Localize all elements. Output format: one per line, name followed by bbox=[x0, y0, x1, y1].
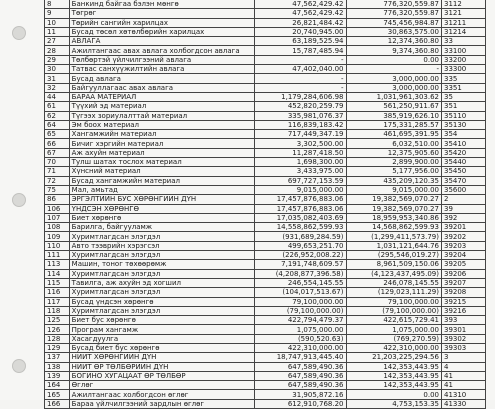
row-number: 110 bbox=[45, 241, 70, 250]
binder-hole-icon bbox=[12, 26, 26, 40]
row-account-name: Тавилга, аж ахуйн эд хогшил bbox=[69, 278, 255, 287]
row-number: 65 bbox=[45, 130, 70, 139]
row-amount-begin: 697,727,153.59 bbox=[255, 176, 346, 185]
row-amount-begin: 17,457,876,883.06 bbox=[255, 204, 346, 213]
row-amount-begin: 422,310,000.00 bbox=[255, 343, 346, 352]
row-amount-end: 18,959,953,340.86 bbox=[346, 213, 441, 222]
row-number: 27 bbox=[45, 37, 70, 46]
row-amount-begin: 246,554,145.55 bbox=[255, 278, 346, 287]
row-amount-end: 142,353,443.95 bbox=[346, 362, 441, 371]
row-number: 114 bbox=[45, 269, 70, 278]
row-amount-begin: 717,449,347.19 bbox=[255, 130, 346, 139]
table-row bbox=[45, 399, 486, 408]
row-account-name: БАРАА МАТЕРИАЛ bbox=[69, 92, 255, 101]
row-account-name: Програм хангамж bbox=[69, 325, 255, 334]
row-amount-end: 1,031,121,644.76 bbox=[346, 241, 441, 250]
table-row bbox=[45, 55, 486, 64]
row-number: 31 bbox=[45, 74, 70, 83]
row-account-code: 35 bbox=[441, 92, 485, 101]
row-account-name: Байгууллагаас авах авлага bbox=[69, 83, 255, 92]
table-row bbox=[45, 46, 486, 55]
row-account-name: Ажилтангаас холбогдсон өглөг bbox=[69, 390, 255, 399]
row-amount-begin: (226,952,008.22) bbox=[255, 251, 346, 260]
row-account-name: Барилга, байгууламж bbox=[69, 223, 255, 232]
row-account-name: Ажилтангаас авах авлага холбогдсон авлага bbox=[69, 46, 255, 55]
row-amount-begin: 47,562,429.42 bbox=[255, 0, 346, 9]
row-amount-end: 435,209,120.35 bbox=[346, 176, 441, 185]
row-number: 66 bbox=[45, 139, 70, 148]
row-account-name: Бусад хангамжийн материал bbox=[69, 176, 255, 185]
row-account-code: 35470 bbox=[441, 176, 485, 185]
row-number: 113 bbox=[45, 260, 70, 269]
row-account-code: 31211 bbox=[441, 18, 485, 27]
row-amount-begin: - bbox=[255, 55, 346, 64]
row-number: 106 bbox=[45, 204, 70, 213]
binder-hole-icon bbox=[12, 359, 26, 373]
table-row bbox=[45, 390, 486, 399]
row-account-code: 351 bbox=[441, 102, 485, 111]
row-account-code: 41330 bbox=[441, 399, 485, 408]
row-amount-end: 142,353,443.95 bbox=[346, 381, 441, 390]
row-account-code: 39201 bbox=[441, 223, 485, 232]
row-account-code: 33200 bbox=[441, 55, 485, 64]
row-amount-end: 246,078,145.55 bbox=[346, 278, 441, 287]
row-amount-begin: 452,820,259.79 bbox=[255, 102, 346, 111]
row-number: 118 bbox=[45, 306, 70, 315]
row-account-code: 35600 bbox=[441, 185, 485, 194]
balance-sheet-table bbox=[44, 0, 486, 409]
row-amount-begin: 11,287,418.50 bbox=[255, 148, 346, 157]
table-row bbox=[45, 381, 486, 390]
table-row bbox=[45, 334, 486, 343]
row-account-name: Төрийн сангийн харилцах bbox=[69, 18, 255, 27]
row-account-name: Түүхий эд материал bbox=[69, 102, 255, 111]
row-account-name: Биет бус хөрөнгө bbox=[69, 316, 255, 325]
row-amount-begin: 499,653,251.70 bbox=[255, 241, 346, 250]
row-amount-end: 19,382,569,070.27 bbox=[346, 195, 441, 204]
row-account-name: Мал, амьтад bbox=[69, 185, 255, 194]
row-account-code: 39208 bbox=[441, 288, 485, 297]
table-row bbox=[45, 297, 486, 306]
row-amount-begin: 647,589,490.36 bbox=[255, 371, 346, 380]
row-account-code: 39207 bbox=[441, 278, 485, 287]
table-row bbox=[45, 232, 486, 241]
row-amount-begin: 47,562,429.42 bbox=[255, 9, 346, 18]
row-account-code: 39215 bbox=[441, 297, 485, 306]
table-row bbox=[45, 0, 486, 9]
row-number: 165 bbox=[45, 390, 70, 399]
row-account-code: 41310 bbox=[441, 390, 485, 399]
table-row bbox=[45, 223, 486, 232]
row-account-code: 35110 bbox=[441, 111, 485, 120]
row-amount-end: 0.00 bbox=[346, 390, 441, 399]
row-amount-end: 30,863,575.00 bbox=[346, 27, 441, 36]
table-row bbox=[45, 371, 486, 380]
row-amount-begin: 18,747,913,445.40 bbox=[255, 353, 346, 362]
row-amount-begin: 116,839,183.42 bbox=[255, 120, 346, 129]
row-amount-end: 21,203,225,294.56 bbox=[346, 353, 441, 362]
row-amount-end: 8,961,509,150.06 bbox=[346, 260, 441, 269]
row-amount-begin: 1,075,000.00 bbox=[255, 325, 346, 334]
row-number: 28 bbox=[45, 46, 70, 55]
row-amount-begin: - bbox=[255, 74, 346, 83]
row-amount-end: (4,123,437,495.09) bbox=[346, 269, 441, 278]
row-amount-begin: 422,794,479.37 bbox=[255, 316, 346, 325]
row-account-name: Хуримтлагдсан элэгдэл bbox=[69, 269, 255, 278]
row-account-name: ҮНДСЭН ХӨРӨНГӨ bbox=[69, 204, 255, 213]
row-amount-end: 175,331,285.57 bbox=[346, 120, 441, 129]
row-amount-begin: (4,208,877,396.58) bbox=[255, 269, 346, 278]
row-account-name: Бусад төсөл хөтөлбөрийн харилцах bbox=[69, 27, 255, 36]
row-account-name: Хуримтлагдсан элэгдэл bbox=[69, 288, 255, 297]
row-account-name: АВЛАГА bbox=[69, 37, 255, 46]
row-number: 30 bbox=[45, 65, 70, 74]
table-row bbox=[45, 325, 486, 334]
row-number: 32 bbox=[45, 83, 70, 92]
row-number: 11 bbox=[45, 27, 70, 36]
row-account-name: Бусад биет бус хөрөнгө bbox=[69, 343, 255, 352]
row-account-code: 39202 bbox=[441, 232, 485, 241]
row-amount-end: 385,919,626.10 bbox=[346, 111, 441, 120]
row-amount-begin: 1,179,284,606.98 bbox=[255, 92, 346, 101]
row-number: 67 bbox=[45, 148, 70, 157]
row-account-code: 2 bbox=[441, 195, 485, 204]
row-amount-end: 422,615,729.41 bbox=[346, 316, 441, 325]
row-amount-begin: 3,433,975.00 bbox=[255, 167, 346, 176]
row-amount-end: 776,320,559.87 bbox=[346, 9, 441, 18]
row-number: 70 bbox=[45, 158, 70, 167]
row-amount-end: 2,899,900.00 bbox=[346, 158, 441, 167]
row-number: 107 bbox=[45, 213, 70, 222]
row-amount-end: 14,568,862,599.93 bbox=[346, 223, 441, 232]
table-row bbox=[45, 185, 486, 194]
row-amount-begin: 9,015,000.00 bbox=[255, 185, 346, 194]
row-amount-end: 9,374,360.80 bbox=[346, 46, 441, 55]
table-row bbox=[45, 65, 486, 74]
row-amount-begin: (590,520.63) bbox=[255, 334, 346, 343]
row-amount-end: (79,100,000.00) bbox=[346, 306, 441, 315]
row-account-code: 35410 bbox=[441, 139, 485, 148]
row-amount-end: 12,374,360.80 bbox=[346, 37, 441, 46]
row-amount-end: 1,031,961,303.62 bbox=[346, 92, 441, 101]
row-amount-end: 5,177,956.00 bbox=[346, 167, 441, 176]
row-account-code: 393 bbox=[441, 316, 485, 325]
row-amount-end: 142,353,443.95 bbox=[346, 371, 441, 380]
row-amount-end: 745,456,984.87 bbox=[346, 18, 441, 27]
row-account-code: 39205 bbox=[441, 260, 485, 269]
row-account-name: Тулш шатах тослох материал bbox=[69, 158, 255, 167]
table-row bbox=[45, 269, 486, 278]
table-row bbox=[45, 176, 486, 185]
row-amount-begin: 647,589,490.36 bbox=[255, 362, 346, 371]
table-row bbox=[45, 139, 486, 148]
row-number: 44 bbox=[45, 92, 70, 101]
row-account-code: 39206 bbox=[441, 269, 485, 278]
table-row bbox=[45, 251, 486, 260]
row-account-code: 39302 bbox=[441, 334, 485, 343]
row-amount-end: 422,310,000.00 bbox=[346, 343, 441, 352]
row-number: 109 bbox=[45, 232, 70, 241]
row-account-name: НИЙТ ХӨРӨНГИЙН ДҮН bbox=[69, 353, 255, 362]
row-amount-end: (1,299,411,573.79) bbox=[346, 232, 441, 241]
table-row bbox=[45, 288, 486, 297]
row-account-code: 35420 bbox=[441, 148, 485, 157]
row-account-code: 39216 bbox=[441, 306, 485, 315]
table-row bbox=[45, 167, 486, 176]
row-account-name: Машин, тоног төхөөрөмж bbox=[69, 260, 255, 269]
row-amount-begin: (104,017,513.67) bbox=[255, 288, 346, 297]
row-amount-end: 561,250,911.67 bbox=[346, 102, 441, 111]
table-row bbox=[45, 158, 486, 167]
table-row bbox=[45, 37, 486, 46]
row-number: 137 bbox=[45, 353, 70, 362]
row-account-code: 35130 bbox=[441, 120, 485, 129]
row-number: 116 bbox=[45, 288, 70, 297]
row-account-name: Хүнсний материал bbox=[69, 167, 255, 176]
row-amount-begin: 14,558,862,599.93 bbox=[255, 223, 346, 232]
row-account-code: 354 bbox=[441, 130, 485, 139]
row-account-code: 35440 bbox=[441, 158, 485, 167]
row-number: 72 bbox=[45, 176, 70, 185]
row-amount-begin: 7,191,748,609.57 bbox=[255, 260, 346, 269]
row-amount-begin: (931,689,284.59) bbox=[255, 232, 346, 241]
row-amount-end: 1,075,000.00 bbox=[346, 325, 441, 334]
row-number: 117 bbox=[45, 297, 70, 306]
row-number: 166 bbox=[45, 399, 70, 408]
row-account-name: Банкинд байгаа бэлэн мөнгө bbox=[69, 0, 255, 9]
row-number: 29 bbox=[45, 55, 70, 64]
row-number: 129 bbox=[45, 343, 70, 352]
row-amount-end: 6,032,510.00 bbox=[346, 139, 441, 148]
table-row bbox=[45, 83, 486, 92]
row-amount-begin: 47,402,040.00 bbox=[255, 65, 346, 74]
row-amount-begin: 612,910,768.20 bbox=[255, 399, 346, 408]
row-account-code: 41 bbox=[441, 381, 485, 390]
row-account-name: НИЙТ ӨР ТӨЛБӨРИЙН ДҮН bbox=[69, 362, 255, 371]
row-amount-begin: 63,189,525.94 bbox=[255, 37, 346, 46]
row-account-name: Татвас санхүүжилтийн авлага bbox=[69, 65, 255, 74]
table-row bbox=[45, 9, 486, 18]
row-account-code: 31214 bbox=[441, 27, 485, 36]
row-amount-begin: - bbox=[255, 83, 346, 92]
row-number: 9 bbox=[45, 9, 70, 18]
row-account-code: 3112 bbox=[441, 0, 485, 9]
row-account-code: 39204 bbox=[441, 251, 485, 260]
row-amount-begin: 647,589,490.36 bbox=[255, 381, 346, 390]
row-number: 138 bbox=[45, 362, 70, 371]
row-account-name: Бичиг хэргийн материал bbox=[69, 139, 255, 148]
row-account-code: 3 bbox=[441, 353, 485, 362]
row-account-code: 35450 bbox=[441, 167, 485, 176]
row-number: 86 bbox=[45, 195, 70, 204]
row-account-code: 335 bbox=[441, 74, 485, 83]
row-account-name: Бараа үйлчилгээний зардлын өглөг bbox=[69, 399, 255, 408]
row-account-name: Түгээх зориулалттай материал bbox=[69, 111, 255, 120]
row-amount-end: 4,753,153.35 bbox=[346, 399, 441, 408]
row-account-code: 3351 bbox=[441, 83, 485, 92]
table-row bbox=[45, 278, 486, 287]
row-amount-end: 9,015,000.00 bbox=[346, 185, 441, 194]
row-account-name: Өглөг bbox=[69, 381, 255, 390]
row-account-name: Бусад үндсэн хөрөнгө bbox=[69, 297, 255, 306]
table-row bbox=[45, 204, 486, 213]
table-row bbox=[45, 102, 486, 111]
row-amount-begin: 26,821,484.42 bbox=[255, 18, 346, 27]
row-account-code: 33 bbox=[441, 37, 485, 46]
row-amount-end: 776,320,559.87 bbox=[346, 0, 441, 9]
row-number: 108 bbox=[45, 223, 70, 232]
row-account-name: Төлбөртэй үйлчилгээний авлага bbox=[69, 55, 255, 64]
row-account-name: ЭРГЭЛТИЙН БУС ХӨРӨНГИЙН ДҮН bbox=[69, 195, 255, 204]
row-amount-begin: 79,100,000.00 bbox=[255, 297, 346, 306]
row-amount-begin: 31,905,872.16 bbox=[255, 390, 346, 399]
row-number: 164 bbox=[45, 381, 70, 390]
table-row bbox=[45, 18, 486, 27]
row-amount-begin: (79,100,000.00) bbox=[255, 306, 346, 315]
row-number: 125 bbox=[45, 316, 70, 325]
table-row bbox=[45, 343, 486, 352]
table-row bbox=[45, 74, 486, 83]
table-row bbox=[45, 111, 486, 120]
table-row bbox=[45, 130, 486, 139]
table-row bbox=[45, 213, 486, 222]
row-account-name: Биет хөрөнгө bbox=[69, 213, 255, 222]
row-account-code: 39301 bbox=[441, 325, 485, 334]
row-amount-end: 461,695,391.95 bbox=[346, 130, 441, 139]
row-amount-begin: 17,457,876,883.06 bbox=[255, 195, 346, 204]
table-row bbox=[45, 195, 486, 204]
row-account-code: 3121 bbox=[441, 9, 485, 18]
row-number: 61 bbox=[45, 102, 70, 111]
row-account-name: БОГИНО ХУГАЦААТ ӨР ТӨЛБӨР bbox=[69, 371, 255, 380]
row-account-name: Бусад авлага bbox=[69, 74, 255, 83]
row-number: 115 bbox=[45, 278, 70, 287]
table-row bbox=[45, 148, 486, 157]
row-account-code: 4 bbox=[441, 362, 485, 371]
row-amount-end: (129,023,111.29) bbox=[346, 288, 441, 297]
row-amount-begin: 335,981,076.37 bbox=[255, 111, 346, 120]
row-account-code: 39203 bbox=[441, 241, 485, 250]
row-account-name: Хангамжийн материал bbox=[69, 130, 255, 139]
row-account-name: Төгрөг bbox=[69, 9, 255, 18]
row-account-name: Хасагдуулга bbox=[69, 334, 255, 343]
row-amount-end: 3,000,000.00 bbox=[346, 83, 441, 92]
row-number: 75 bbox=[45, 185, 70, 194]
row-amount-end: 0.00 bbox=[346, 55, 441, 64]
row-amount-end: - bbox=[346, 65, 441, 74]
row-number: 128 bbox=[45, 334, 70, 343]
table-row bbox=[45, 27, 486, 36]
table-row bbox=[45, 306, 486, 315]
row-amount-begin: 17,035,082,403.69 bbox=[255, 213, 346, 222]
row-account-code: 41 bbox=[441, 371, 485, 380]
row-account-name: Авто тээврийн хэрэгсэл bbox=[69, 241, 255, 250]
row-account-name: Хуримтлагдсан элэгдэл bbox=[69, 251, 255, 260]
row-amount-begin: 15,787,485.94 bbox=[255, 46, 346, 55]
row-number: 10 bbox=[45, 18, 70, 27]
row-number: 139 bbox=[45, 371, 70, 380]
table-row bbox=[45, 92, 486, 101]
table-row bbox=[45, 353, 486, 362]
row-account-code: 39303 bbox=[441, 343, 485, 352]
row-amount-end: (769,270.59) bbox=[346, 334, 441, 343]
row-amount-end: 3,000,000.00 bbox=[346, 74, 441, 83]
row-number: 71 bbox=[45, 167, 70, 176]
row-amount-end: (295,546,019.27) bbox=[346, 251, 441, 260]
row-amount-begin: 3,302,500.00 bbox=[255, 139, 346, 148]
row-account-name: Хуримтлагдсан элэгдэл bbox=[69, 232, 255, 241]
row-account-code: 33100 bbox=[441, 46, 485, 55]
binder-hole-icon bbox=[12, 193, 26, 207]
table-row bbox=[45, 362, 486, 371]
row-number: 62 bbox=[45, 111, 70, 120]
row-number: 64 bbox=[45, 120, 70, 129]
row-account-code: 33300 bbox=[441, 65, 485, 74]
row-number: 111 bbox=[45, 251, 70, 260]
table-row bbox=[45, 316, 486, 325]
table-row bbox=[45, 120, 486, 129]
row-amount-end: 12,375,905.60 bbox=[346, 148, 441, 157]
row-account-name: Эм боох материал bbox=[69, 120, 255, 129]
table-row bbox=[45, 260, 486, 269]
row-account-code: 39 bbox=[441, 204, 485, 213]
row-account-name: Аж ахуйн материал bbox=[69, 148, 255, 157]
row-amount-end: 79,100,000.00 bbox=[346, 297, 441, 306]
row-amount-end: 19,382,569,070.27 bbox=[346, 204, 441, 213]
row-account-name: Хуримтлагдсан элэгдэл bbox=[69, 306, 255, 315]
row-account-code: 392 bbox=[441, 213, 485, 222]
row-number: 8 bbox=[45, 0, 70, 9]
row-amount-begin: 1,698,300.00 bbox=[255, 158, 346, 167]
row-amount-begin: 20,740,945.00 bbox=[255, 27, 346, 36]
table-row bbox=[45, 241, 486, 250]
row-number: 126 bbox=[45, 325, 70, 334]
